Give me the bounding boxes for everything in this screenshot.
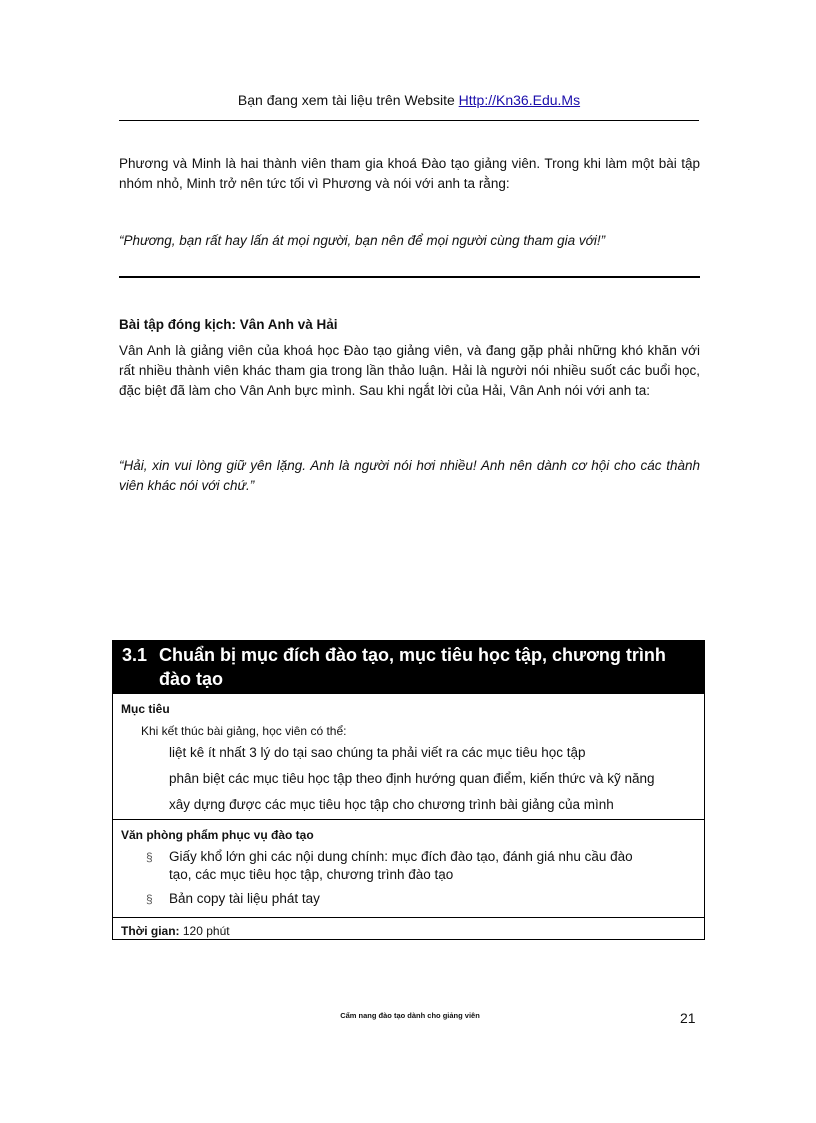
scenario2-text: Vân Anh là giảng viên của khoá học Đào tạo giảng viên, và đang gặp phải những khó khăn với rất nhiều thành viên khác tham gia trong lần thảo luận. Hải là người nói nhiều suốt các buổi học, đặc biệt đã làm cho Vân Anh bực mình. Sau khi ngắt lời của Hải, Vân Anh nói với anh ta: [119, 343, 700, 398]
scenario1-text: Phương và Minh là hai thành viên tham gia khoá Đào tạo giảng viên. Trong khi làm một bài tập nhóm nhỏ, Minh trở nên tức tối vì Phương và nói với anh ta rằng: [119, 156, 700, 191]
objective-item: phân biệt các mục tiêu học tập theo định hướng quan điểm, kiến thức và kỹ năng [169, 771, 655, 786]
page-number: 21 [680, 1010, 696, 1026]
session-title-bar [113, 641, 704, 693]
session-number: 3.1 [122, 645, 148, 665]
materials-section [113, 819, 704, 917]
scenario2-quote: “Hải, xin vui lòng giữ yên lặng. Anh là người nói hơi nhiều! Anh nên dành cơ hội cho các thành viên khác nói với chứ.” [119, 458, 700, 493]
material-text: Giấy khổ lớn ghi các nội dung chính: mục đích đào tạo, đánh giá nhu cầu đào tạo, các mục tiêu học tập, chương trình đào tạo [169, 849, 633, 882]
time-section [113, 917, 704, 942]
material-text: Bản copy tài liệu phát tay [169, 891, 320, 906]
page-header [119, 92, 699, 121]
materials-heading: Văn phòng phẩm phục vụ đào tạo [121, 828, 314, 842]
scenario1-quote: “Phương, bạn rất hay lấn át mọi người, bạn nên để mọi người cùng tham gia với!” [119, 233, 606, 248]
objective-item: liệt kê ít nhất 3 lý do tại sao chúng ta phải viết ra các mục tiêu học tập [169, 745, 586, 760]
material-item [113, 848, 649, 884]
time-row [113, 918, 704, 938]
roleplay-title: Bài tập đóng kịch: Vân Anh và Hải [119, 317, 338, 332]
session-box [112, 640, 705, 940]
time-value: 120 phút [182, 924, 230, 938]
website-link[interactable]: Http://Kn36.Edu.Ms [458, 92, 581, 108]
bullet-icon: § [146, 850, 153, 864]
session-title: Chuẩn bị mục đích đào tạo, mục tiêu học tập, chương trình đào tạo [159, 645, 666, 689]
objectives-section [113, 693, 704, 819]
objective-item: xây dựng được các mục tiêu học tập cho chương trình bài giảng của mình [169, 797, 614, 812]
material-item [113, 890, 704, 908]
footer-title: Cẩm nang đào tạo dành cho giảng viên [340, 1011, 480, 1020]
header-text: Bạn đang xem tài liệu trên Website [237, 92, 455, 108]
objectives-intro: Khi kết thúc bài giảng, học viên có thể: [141, 724, 347, 738]
section-divider [119, 276, 700, 278]
objectives-heading: Mục tiêu [121, 702, 170, 716]
bullet-icon: § [146, 892, 153, 906]
time-label: Thời gian: [121, 924, 180, 938]
